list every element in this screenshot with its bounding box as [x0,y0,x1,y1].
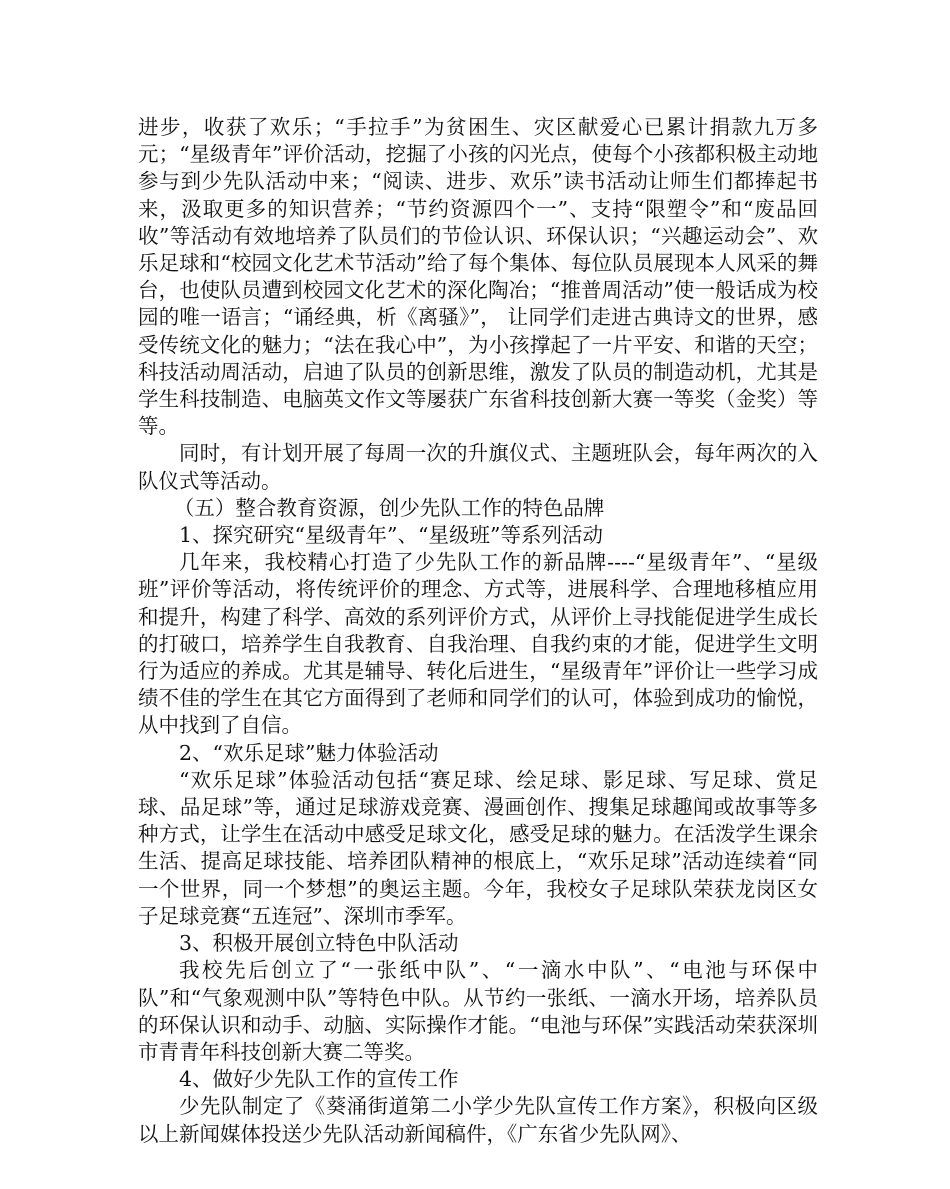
subheading-4: 4、做好少先队工作的宣传工作 [179,1067,459,1092]
subheading-3: 3、积极开展创立特色中队活动 [179,931,459,956]
paragraph-special-squads: 我校先后创立了“一张纸中队”、“一滴水中队”、“电池与环保中队”和“气象观测中队”等特色中队。从节约一张纸、一滴水开场，培养队员的环保认识和动手、动脑、实际操作才能。“电池与环保”实践活动荣获深圳市青青年科技创新大赛二等奖。 [138,958,818,1064]
document-body [138,114,818,1148]
paragraph-publicity: 少先队制定了《葵涌街道第二小学少先队宣传工作方案》，积极向区级以上新闻媒体投送少先队活动新闻稿件，《广东省少先队网》、 [138,1094,818,1146]
section-heading-5: （五）整合教育资源，创少先队工作的特色品牌 [173,495,605,520]
subheading-1: 1、探究研究“星级青年”、“星级班”等系列活动 [179,523,603,548]
paragraph-ceremonies: 同时，有计划开展了每周一次的升旗仪式、主题班队会，每年两次的入队仪式等活动。 [138,441,818,493]
subheading-2: 2、“欢乐足球”魅力体验活动 [179,740,439,765]
paragraph-football: “欢乐足球”体验活动包括“赛足球、绘足球、影足球、写足球、赏足球、品足球”等，通过足球游戏竞赛、漫画创作、搜集足球趣闻或故事等多种方式，让学生在活动中感受足球文化，感受足球的魅力。在活泼学生课余生活、提高足球技能、培养团队精神的根底上，“欢乐足球”活动连续着“同一个世界，同一个梦想”的奥运主题。今年，我校女子足球队荣获龙岗区女子足球竞赛“五连冠”、深圳市季军。 [138,767,818,928]
paragraph-star-evaluation: 几年来，我校精心打造了少先队工作的新品牌----“星级青年”、“星级班”评价等活动，将传统评价的理念、方式等，进展科学、合理地移植应用和提升，构建了科学、高效的系列评价方式，从评价上寻找能促进学生成长的打破口，培养学生自我教育、自我治理、自我约束的才能，促进学生文明行为适应的养成。尤其是辅导、转化后进生，“星级青年”评价让一些学习成绩不佳的学生在其它方面得到了老师和同学们的认可，体验到成功的愉悦，从中找到了自信。 [138,550,818,738]
paragraph-activities-summary: 进步，收获了欢乐；“手拉手”为贫困生、灾区献爱心已累计捐款九万多元；“星级青年”评价活动，挖掘了小孩的闪光点，使每个小孩都积极主动地参与到少先队活动中来；“阅读、进步、欢乐”读书活动让师生们都捧起书来，汲取更多的知识营养；“节约资源四个一”、支持“限塑令”和“废品回收”等活动有效地培养了队员们的节俭认识、环保认识；“兴趣运动会”、欢乐足球和“校园文化艺术节活动”给了每个集体、每位队员展现本人风采的舞台，也使队员遭到校园文化艺术的深化陶冶；“推普周活动”使一般话成为校园的唯一语言；“诵经典，析《离骚》”， 让同学们走进古典诗文的世界，感受传统文化的魅力；“法在我心中”，为小孩撑起了一片平安、和谐的天空；科技活动周活动，启迪了队员的创新思维，激发了队员的制造动机，尤其是学生科技制造、电脑英文作文等屡获广东省科技创新大赛一等奖（金奖）等等。 [138,115,818,439]
